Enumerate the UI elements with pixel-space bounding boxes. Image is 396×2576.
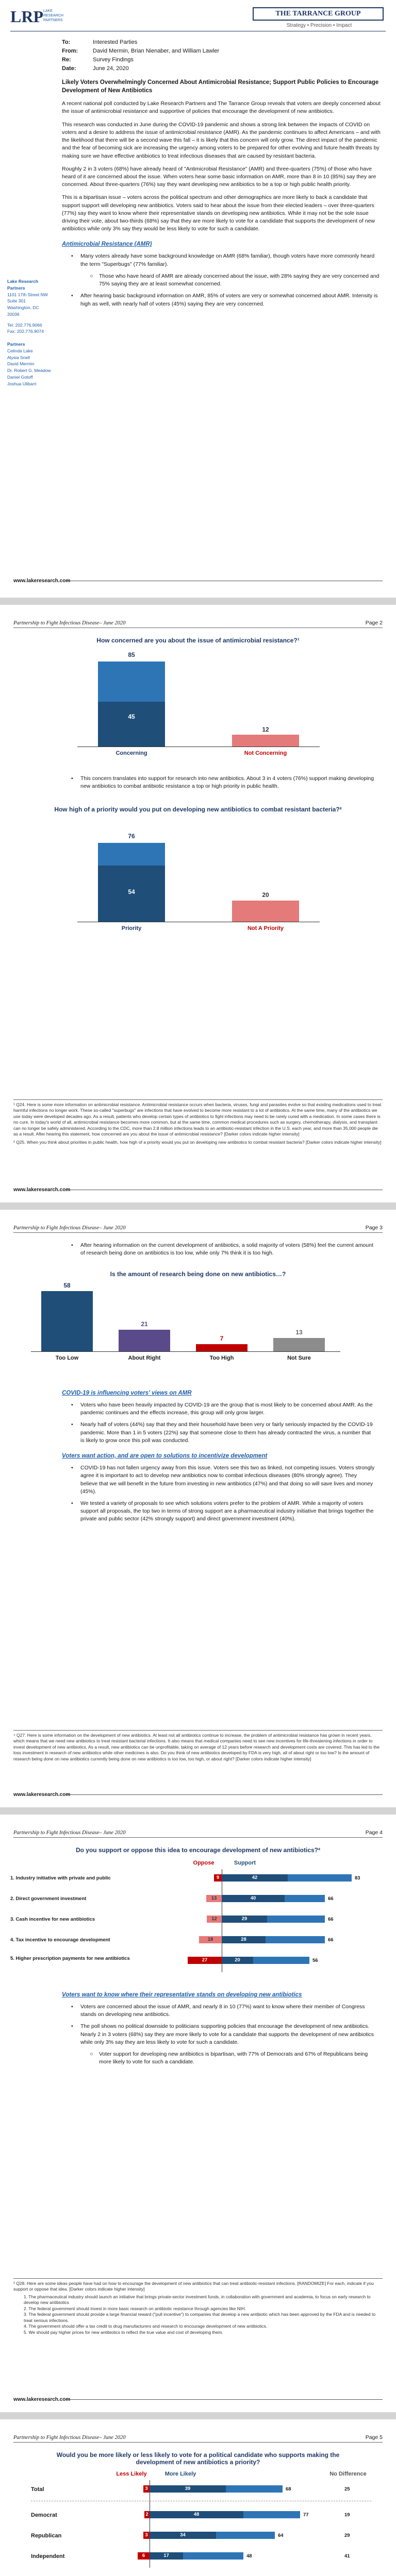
footnote-item: 3. The federal government should provide a large financial reward ("pull incentive") to companies that develop a new antibiotic which has been approved by the FDA and is needed to treat serious infections. bbox=[24, 2312, 376, 2323]
page-2 bbox=[0, 605, 396, 1202]
data-label: 9 bbox=[216, 1875, 220, 1880]
footnote-item: 5. We should pay higher prices for new antibiotics to reflect the true value and cost of developing them. bbox=[24, 2329, 223, 2335]
bar-more-much bbox=[150, 2511, 243, 2518]
footer-site: www.lakeresearch.com bbox=[13, 578, 71, 584]
footnote-item: 4. The government should offer a tax credit to drug manufacturers and research to encourage development of new antibiotics. bbox=[24, 2324, 268, 2329]
data-label: 29 bbox=[344, 2533, 350, 2538]
legend-support: Support bbox=[234, 1860, 256, 1866]
row-label: 2. Direct government investment bbox=[10, 1896, 87, 1902]
data-label: 20 bbox=[235, 1957, 240, 1963]
data-label: 48 bbox=[246, 2553, 252, 2559]
data-label: 39 bbox=[185, 2486, 191, 2492]
sidebar-line: 1101 17th Street NW bbox=[7, 292, 48, 297]
bar-oppose bbox=[214, 1874, 222, 1882]
page-number: Page 5 bbox=[365, 2434, 383, 2441]
bullet: • Voters are concerned about the issue of AMR, and nearly 8 in 10 (77%) want to know where their member of Congress stands on developing new antibiotics. bbox=[71, 2004, 365, 2018]
bar-support-strong bbox=[222, 1936, 266, 1943]
bullet: • Nearly half of voters (44%) say that they and their household have been very or fairly seriously impacted by the COVID-19 pandemic. More than 1 in 5 voters (22%) say that someone close to them has already contracted the virus, a number that is likely to grow once this poll was conducted. bbox=[71, 1421, 373, 1444]
sub-bullet: ○ Those who have heard of AMR are already concerned about the issue, with 28% saying they are very concerned and 75% saying they are at least somewhat concerned. bbox=[90, 273, 380, 287]
bullet-text: After hearing basic background information on AMR, 85% of voters are very or somewhat concerned about AMR. Intensity is high as well, with nearly half of voters (45%) saying they are very concerned. bbox=[80, 293, 378, 307]
bullet: • After hearing information on the current development of antibiotics, a solid majority of voters (58%) feel the current amount of research being done on antibiotics is too low, while only 7% think it is too high. bbox=[71, 1242, 373, 1257]
page-separator bbox=[0, 1202, 396, 1210]
data-label: 27 bbox=[202, 1957, 208, 1963]
page4-body bbox=[62, 1992, 375, 2066]
memo-re-label: Re: bbox=[62, 57, 71, 63]
section-heading: Voters want to know where their representative stands on developing new antibiotics bbox=[62, 1992, 302, 1998]
page-number: Page 2 bbox=[365, 620, 383, 626]
sub-bullet: ○ Voter support for developing new antibiotics is bipartisan, with 77% of Democrats and 67% of Republicans being more likely to vote for such a candidate. bbox=[90, 2051, 368, 2065]
chart-title: Do you support or oppose this idea to encourage development of new antibiotics?² bbox=[75, 1846, 321, 1854]
sidebar-line: Suite 301 bbox=[7, 298, 26, 304]
memo-date-label: Date: bbox=[62, 65, 76, 72]
memo-from: David Mermin, Brian Nienaber, and William Lawler bbox=[93, 48, 220, 55]
memo-to-label: To: bbox=[62, 39, 71, 45]
bullet-text: Voters who have been heavily impacted by COVID-19 are the group that is most likely to be concerned about AMR. As the pandemic continues and the effects increase, this group will only grow larger. bbox=[80, 1402, 373, 1416]
page-number: Page 4 bbox=[365, 1829, 383, 1836]
data-label: 7 bbox=[220, 1335, 224, 1342]
footer bbox=[13, 578, 383, 588]
bar-support-strong bbox=[222, 1874, 288, 1882]
bar-not-concerning bbox=[232, 735, 299, 747]
bar-more-much bbox=[150, 2532, 216, 2539]
bullet: • Many voters already have some background knowledge on AMR (68% familiar), though voters have more commonly heard the term "Superbugs" (77% familiar). bbox=[71, 253, 375, 267]
page3-body bbox=[62, 1390, 375, 1523]
lrp-sub: LAKE bbox=[43, 9, 53, 13]
data-label: 34 bbox=[180, 2532, 186, 2538]
row-label: 3. Cash incentive for new antibiotics bbox=[10, 1917, 95, 1922]
data-label: 12 bbox=[211, 1916, 217, 1922]
data-label: 21 bbox=[141, 1320, 148, 1328]
footnote: ¹ Q24. Here is some more information on antimicrobial resistance. Antimicrobial resistance occurs when bacteria, viruses, fungi and parasites evolve so that existing medications used to treat harmful infections no longer work. These so-called "superbugs" are infections that have evolved to become more resistant to a lot of antibiotics. At the same time, many of the antibiotics we use today were developed decades ago. As a result, patients who develop certain types of antibiotics to fight infections may need to be rarely cured with a medication. In some cases there is no cure. In today's world of all, antimicrobial resistance becomes more common, but at the same time, common medical procedures such as surgery, chemotherapy, dialysis, and transplant can no longer be safely administered. According to the CDC, more than 2.8 million infections leads to an antibiotic-resistant infection in the U.S. each year, and more than 35,000 people die as a result. After hearing this statement, how concerned are you about the issue of antimicrobial resistance? [Darker colors indicate higher intensity] bbox=[13, 1102, 382, 1137]
data-label: 29 bbox=[241, 1916, 248, 1922]
bullet: • The poll shows no political downside to politicians supporting policies that encourage the development of new antibiotics. Nearly 2 in 3 voters (68%) say they are more likely to vote for a candidate that supports the development of new antibiotics while only 3% say they are less likely to vote for such a candidate. bbox=[71, 2023, 374, 2045]
category-label: Concerning bbox=[116, 750, 147, 756]
chart-title: How concerned are you about the issue of antimicrobial resistance?¹ bbox=[96, 637, 300, 644]
sidebar bbox=[7, 278, 56, 387]
data-label: 17 bbox=[163, 2553, 169, 2558]
bar-too-high bbox=[196, 1344, 248, 1351]
tagline: Strategy • Precision • Impact bbox=[286, 23, 352, 28]
sidebar-lrp-head: Lake Research Partners bbox=[7, 279, 39, 291]
data-label: 6 bbox=[142, 2553, 145, 2558]
memo-date: June 24, 2020 bbox=[93, 65, 129, 72]
bar-too-low bbox=[41, 1291, 93, 1351]
data-label: 77 bbox=[303, 2512, 309, 2518]
bullet-text: This concern translates into support for research into new antibiotics. About 3 in 4 voters (76%) support making developing new antibiotics to combat antibiotic resistance a top or high priority in public health. bbox=[80, 775, 374, 790]
tarrance-logo-text: THE TARRANCE GROUP bbox=[275, 10, 361, 18]
category-label: Not Sure bbox=[287, 1355, 311, 1361]
chart-vote-likelihood bbox=[21, 2471, 382, 2574]
bullet-text: Voters are concerned about the issue of AMR, and nearly 8 in 10 (77%) want to know where their member of Congress stands on developing new antibiotics. bbox=[80, 2004, 365, 2018]
memo-block bbox=[62, 38, 219, 73]
data-label: 85 bbox=[128, 651, 135, 658]
lrp-sub: PARTNERS bbox=[43, 19, 63, 22]
category-label: Too High bbox=[209, 1355, 234, 1361]
category-label: Priority bbox=[121, 925, 142, 931]
bullet-text: Nearly half of voters (44%) say that they and their household have been very or fairly seriously impacted by the COVID-19 pandemic. More than 1 in 5 voters (22%) say that someone close to them has already contracted the virus, a number that is likely to grow once this poll was conducted. bbox=[80, 1421, 373, 1444]
category-label: Not A Priority bbox=[247, 925, 284, 931]
footnote-item: 1. The pharmaceutical industry should launch an initiative that brings private-sector investment funds, in collaboration with government and academia, to focus on early research to develop new antibiotics bbox=[24, 2294, 371, 2306]
page-header bbox=[13, 1221, 383, 1233]
bar-oppose bbox=[199, 1936, 222, 1943]
bullet: • Voters who have been heavily impacted by COVID-19 are the group that is most likely to be concerned about AMR. As the pandemic continues and the effects increase, this group will only grow larger. bbox=[71, 1402, 373, 1416]
category-label: Not Concerning bbox=[244, 750, 287, 756]
data-label: 3 bbox=[145, 2486, 148, 2492]
bullet: • COVID-19 has not fallen urgency away from this issue. Voters see this two as linked, not competing issues. Voters strongly agree it is important to act to develop new antibiotics now to combat infectious diseases (80% strongly agree). They believe that we will benefit in the future from investing in new antibiotics (47%) and that doing so will save lives and money (45%). bbox=[71, 1465, 375, 1495]
data-label: 48 bbox=[193, 2512, 200, 2517]
section-heading: COVID-19 is influencing voters' views on AMR bbox=[62, 1390, 192, 1396]
bar-support-strong bbox=[222, 1957, 253, 1964]
category-label: About Right bbox=[128, 1355, 161, 1361]
bullet-text: The poll shows no political downside to politicians supporting policies that encourage the development of new antibiotics. Nearly 2 in 3 voters (68%) say they are more likely to vote for a candidate that supports the development of new antibiotics while only 3% say they are less likely to vote for such a candidate. bbox=[80, 2023, 374, 2045]
chart-title: Is the amount of research being done on new antibiotics…? bbox=[110, 1270, 286, 1278]
footer-site: www.lakeresearch.com bbox=[13, 1187, 71, 1193]
category-label: Too Low bbox=[55, 1355, 79, 1361]
legend-no-difference: No Difference bbox=[329, 2471, 367, 2477]
bullet-text: Those who have heard of AMR are already concerned about the issue, with 28% saying they are very concerned and 75% saying they are at least somewhat concerned. bbox=[99, 273, 380, 287]
bar-more-much bbox=[150, 2552, 183, 2560]
data-label: 66 bbox=[328, 1896, 334, 1902]
data-label: 68 bbox=[286, 2486, 291, 2492]
data-label: 41 bbox=[344, 2553, 350, 2559]
bullet-text: COVID-19 has not fallen urgency away from this issue. Voters see this two as linked, not competing issues. Voters strongly agree it is important to act to develop new antibiotics now to combat infectious diseases (80% strongly agree). They believe that we will benefit in the future from investing in new antibiotics (47%) and that doing so will save lives and money (45%). bbox=[80, 1465, 375, 1495]
data-label: 66 bbox=[328, 1917, 334, 1922]
footnote: ² Q25. When you think about priorities in public health, how high of a priority would you put on developing new antibiotics to combat resistant bacteria? [Darker colors indicate higher intensity] bbox=[13, 1139, 382, 1145]
headline: Likely Voters Overwhelmingly Concerned About Antimicrobial Resistance; Support Public Policies to Encourage Development of New Antibiotics bbox=[62, 79, 379, 94]
page-3 bbox=[0, 1210, 396, 1807]
header-title: Partnership to Fight Infectious Disease– June 2020 bbox=[13, 1830, 126, 1836]
page-number: Page 3 bbox=[365, 1225, 383, 1231]
footer bbox=[13, 1187, 383, 1197]
bullet-text: Many voters already have some background knowledge on AMR (68% familiar), though voters have more commonly heard the term "Superbugs" (77% familiar). bbox=[80, 253, 375, 267]
data-label: 19 bbox=[344, 2512, 350, 2518]
chart-concern bbox=[77, 651, 320, 770]
data-label: 66 bbox=[328, 1937, 334, 1943]
data-label: 56 bbox=[312, 1958, 318, 1963]
bullet: • After hearing basic background information on AMR, 85% of voters are very or somewhat concerned about AMR. Intensity is high as well, with nearly half of voters (45%) saying they are very concerned. bbox=[71, 293, 378, 307]
footer-site: www.lakeresearch.com bbox=[13, 1792, 71, 1798]
data-label: 83 bbox=[355, 1875, 360, 1881]
sidebar-partner: David Mermin bbox=[7, 361, 35, 367]
section-heading: Antimicrobial Resistance (AMR) bbox=[62, 241, 152, 248]
chart-title: Would you be more likely or less likely to vote for a political candidate who supports making the development of new antibiotics a priority? bbox=[56, 2451, 340, 2466]
data-label: 40 bbox=[250, 1895, 256, 1901]
footnotes bbox=[13, 2278, 383, 2335]
bar-less-likely bbox=[144, 2511, 150, 2518]
section-heading: Voters want action, and are open to solutions to incentivize development bbox=[62, 1453, 268, 1460]
data-label: 58 bbox=[63, 1282, 71, 1289]
page-header bbox=[13, 1826, 383, 1838]
legend-oppose: Oppose bbox=[193, 1860, 214, 1866]
sidebar-line: Washington, DC bbox=[7, 305, 39, 310]
bar-less-likely bbox=[143, 2532, 150, 2539]
sidebar-line: 20036 bbox=[7, 311, 20, 317]
page-separator bbox=[0, 1807, 396, 1815]
paragraph: A recent national poll conducted by Lake Research Partners and The Tarrance Group reveals that voters are deeply concerned about the issue of antimicrobial resistance and supportive of policies that encourage the development of new antibiotics. bbox=[62, 100, 381, 115]
paragraph: This is a bipartisan issue – voters across the political spectrum and other demographics are more likely to back a candidate that support support will developing new antibiotics. Voters said to hear about the issue from their elected leaders – over three-quarters (77%) say they want to know where their representative stands on developing new antibiotics. While it may not be the sole issue driving their vote, about two-thirds (68%) say that they are more likely to vote for a candidate that supports the development of new antibiotics while only 3% say they would be less likely to vote for such a candidate. bbox=[62, 194, 375, 232]
bar-concerning-intense bbox=[98, 702, 165, 747]
data-label: 76 bbox=[128, 833, 135, 840]
chart-priority bbox=[77, 826, 320, 945]
sidebar-partner: Daniel Gotoff bbox=[7, 374, 33, 380]
row-label: Democrat bbox=[31, 2512, 57, 2518]
data-label: 3 bbox=[145, 2532, 148, 2538]
data-label: 45 bbox=[128, 713, 135, 720]
header-title: Partnership to Fight Infectious Disease– June 2020 bbox=[13, 2435, 126, 2441]
memo-re: Survey Findings bbox=[93, 57, 134, 63]
bar-about-right bbox=[119, 1330, 170, 1351]
bullet: • This concern translates into support for research into new antibiotics. About 3 in 4 voters (76%) support making developing new antibiotics to combat antibiotic resistance a top or high priority in public health. bbox=[71, 775, 374, 790]
sidebar-partner: Celinda Lake bbox=[7, 348, 33, 353]
tarrance-logo bbox=[253, 7, 384, 21]
data-label: 18 bbox=[207, 1937, 213, 1942]
page-separator bbox=[0, 598, 396, 605]
legend-more-likely: More Likely bbox=[164, 2471, 196, 2477]
bar-not-sure bbox=[273, 1338, 325, 1351]
footnote: ⁴ Q27. Here is some information on the development of new antibiotics. At least not all antibiotics continue to increase, the problem of antimicrobial resistance has grown in recent years, which means that we need new antibiotics to treat resistant bacterial infections. It also means that medical companies need to see new incentives for life-threatening infections in order to invest development of new antibiotics. As a result, new antibiotics can be unprofitable, taking on average of 12 years before research and development costs are covered. This has led to the loss investment in research of new antibiotics while other medicines is also. Do you think of new antibiotics developed by FDA is very high, all of about right or too low? Is the amount of research being done on new antibiotics currently being done on new antibiotics is too low, too high, or about right? [Darker colors indicate higher intensity] bbox=[13, 1733, 380, 1761]
data-label: 64 bbox=[278, 2533, 284, 2538]
bar-more-much bbox=[150, 2485, 226, 2493]
page-4 bbox=[0, 1815, 396, 2412]
footnotes bbox=[13, 1730, 383, 1762]
lrp-logo bbox=[10, 7, 72, 28]
data-label: 25 bbox=[344, 2486, 350, 2492]
paragraph: This research was conducted in June during the COVID-19 pandemic and shows a strong link between the impacts of COVID on voters and a desire to address the issue of antimicrobial resistance (AMR). As the pandemic continues to affect Americans – and with the likelihood that there will be a second wave this fall – it is likely that this concern will only grow. The direct impact of the pandemic and the fear of becoming sick are increasing the urgency among voters to be prepared for other evolving and future health threats by making sure we have effective antibiotics to treat infectious diseases that are caused by resistant bacteria. bbox=[62, 121, 381, 159]
footer bbox=[13, 2397, 383, 2407]
footnotes bbox=[13, 1099, 383, 1145]
page-header bbox=[13, 616, 383, 628]
sidebar-line: Fax: 202.776.9074 bbox=[7, 329, 44, 334]
memo-to: Interested Parties bbox=[93, 39, 138, 45]
sidebar-partner: Joshua Ulibarri bbox=[7, 381, 37, 386]
header-title: Partnership to Fight Infectious Disease– June 2020 bbox=[13, 620, 126, 626]
bullet-text: After hearing information on the current development of antibiotics, a solid majority of voters (58%) feel the current amount of research being done on antibiotics is too low, while only 7% think it is too high. bbox=[80, 1242, 373, 1257]
data-label: 13 bbox=[295, 1329, 303, 1336]
data-label: 42 bbox=[252, 1875, 258, 1880]
sidebar-line: Tel: 202.776.9066 bbox=[7, 322, 42, 328]
page-separator bbox=[0, 2412, 396, 2419]
page-1 bbox=[0, 0, 396, 598]
memo-from-label: From: bbox=[62, 48, 78, 55]
footnote: ² Q28. Here are some ideas people have had on how to encourage the development of new antibiotics that can treat antibiotic-resistant infections. [RANDOMIZE] For each, indicate if you support or oppose that idea. [Darker colors indicate higher intensity] bbox=[13, 2281, 374, 2292]
data-label: 13 bbox=[211, 1895, 217, 1901]
row-label: 4. Tax incentive to encourage development bbox=[10, 1937, 110, 1943]
y-axis-baseline bbox=[31, 1351, 340, 1352]
row-label: 5. Higher prescription payments for new antibiotics bbox=[10, 1956, 130, 1961]
sidebar-partners-head: Partners bbox=[7, 342, 25, 347]
bar-less-likely bbox=[138, 2552, 150, 2560]
bar-oppose bbox=[207, 1916, 222, 1923]
sidebar-partner: Dr. Robert G. Meadow bbox=[7, 368, 51, 373]
lrp-logo-text: LRP bbox=[10, 7, 43, 26]
page1-body bbox=[62, 78, 381, 308]
chart-title: How high of a priority would you put on developing new antibiotics to combat resistant bacteria?² bbox=[54, 806, 342, 813]
chart-support-ideas bbox=[10, 1860, 386, 1978]
row-label: Total bbox=[31, 2486, 44, 2493]
footnote-item: 2. The federal government should invest in more basic research on antibiotic resistance through agencies like NIH. bbox=[24, 2306, 246, 2311]
data-label: 54 bbox=[128, 888, 135, 895]
data-label: 20 bbox=[262, 891, 269, 899]
row-label: Republican bbox=[31, 2533, 62, 2539]
page-5 bbox=[0, 2419, 396, 2576]
bar-less-likely bbox=[143, 2485, 150, 2493]
bar-oppose bbox=[206, 1895, 222, 1902]
bar-support-strong bbox=[222, 1916, 267, 1923]
page-header bbox=[13, 2431, 383, 2443]
bullet-text: Voter support for developing new antibiotics is bipartisan, with 77% of Democrats and 67% of Republicans being more likely to vote for such a candidate. bbox=[99, 2051, 368, 2065]
row-label: 1. Industry initiative with private and public bbox=[10, 1875, 111, 1881]
data-label: 12 bbox=[262, 726, 269, 733]
chart-research-amount bbox=[31, 1282, 340, 1369]
sidebar-partner: Alysia Snell bbox=[7, 354, 30, 360]
header-title: Partnership to Fight Infectious Disease– June 2020 bbox=[13, 1225, 126, 1231]
bar-not-priority bbox=[232, 901, 299, 922]
paragraph: Roughly 2 in 3 voters (68%) have already heard of "Antimicrobial Resistance" (AMR) and three-quarters (75%) of those who have heard of it are concerned about the issue. When voters hear some basic information on AMR, more than 8 in 10 (85%) say they are concerned. About three-quarters (76%) say they want developing new antibiotics to be a top or high public health priority. bbox=[62, 165, 376, 188]
data-label: 28 bbox=[241, 1937, 246, 1942]
bullet-text: We tested a variety of proposals to see which solutions voters prefer to the problem of AMR. While a majority of voters support all proposals, the top two in terms of strong support are a pharmaceutical industry initiative that brings together the private and public sector (42% strongly support) and direct government investment (40%). bbox=[80, 1500, 374, 1522]
lrp-sub: RESEARCH bbox=[43, 14, 63, 18]
bar-oppose bbox=[188, 1957, 222, 1964]
footer-site: www.lakeresearch.com bbox=[13, 2397, 71, 2402]
legend-less-likely: Less Likely bbox=[116, 2471, 147, 2477]
bar-support-strong bbox=[222, 1895, 285, 1902]
row-label: Independent bbox=[31, 2553, 65, 2560]
data-label: 2 bbox=[145, 2512, 148, 2517]
bullet: • We tested a variety of proposals to see which solutions voters prefer to the problem of AMR. While a majority of voters support all proposals, the top two in terms of strong support are a pharmaceutical industry initiative that brings together the private and public sector (42% strongly support) and direct government investment (40%). bbox=[71, 1500, 374, 1522]
footer bbox=[13, 1792, 383, 1802]
